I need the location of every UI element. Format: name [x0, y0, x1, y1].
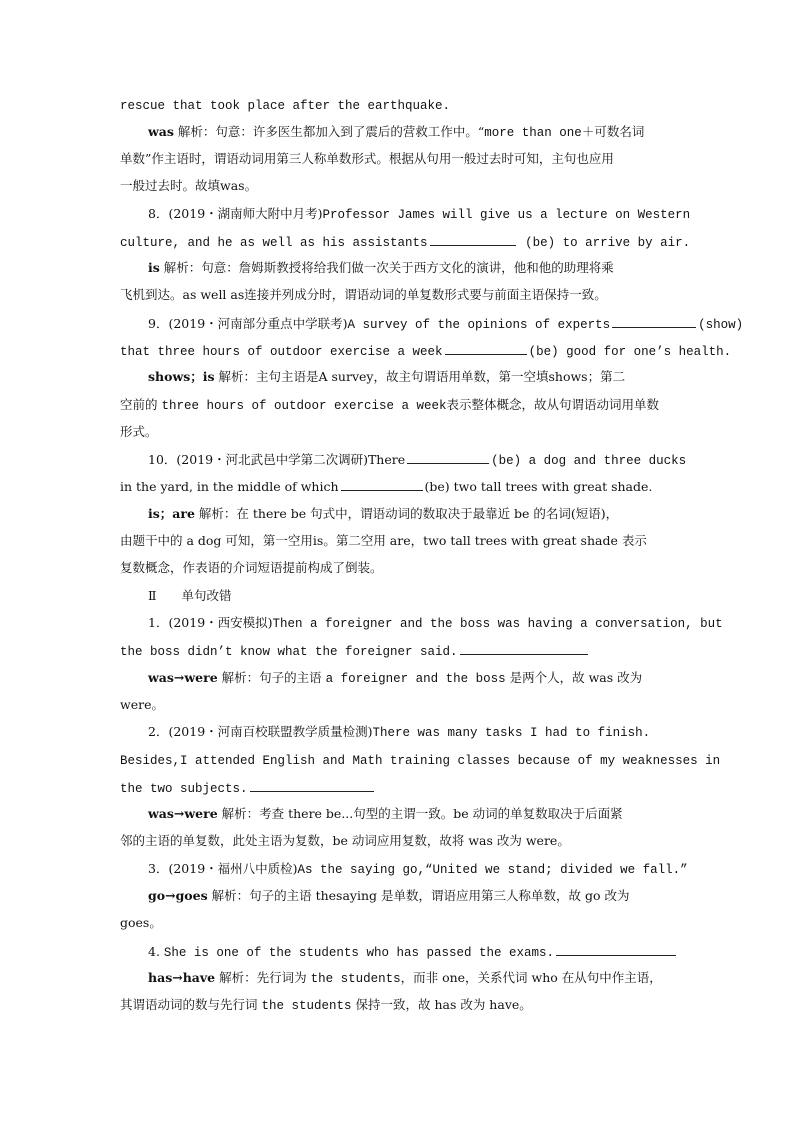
- text-line: [120, 478, 652, 495]
- line-text: There was many tasks I had to finish.: [372, 726, 651, 740]
- line-text: (show): [698, 318, 744, 332]
- answer-text: go: [148, 888, 166, 903]
- correction-arrow-icon: →: [173, 670, 185, 685]
- text-line: [120, 642, 590, 660]
- answer-blank: [430, 233, 516, 246]
- answer-text: were: [184, 806, 218, 821]
- line-text: 表示整体概念，故从句谓语动词用单数: [446, 397, 660, 412]
- line-text: the boss didn’t know what the foreigner said.: [120, 645, 458, 659]
- line-text: culture, and he as well as his assistants: [120, 236, 428, 250]
- line-text: the students: [261, 999, 352, 1013]
- line-text: ＋可数名词: [581, 124, 645, 139]
- answer-text: goes: [175, 888, 208, 903]
- answer-text: was: [148, 124, 174, 139]
- text-line: [120, 533, 647, 549]
- text-line: [120, 752, 720, 769]
- answer-blank: [460, 642, 588, 655]
- line-text: in the yard, in the middle of which: [120, 479, 339, 494]
- line-text: the two subjects.: [120, 782, 248, 796]
- line-text: 解析：主句主语是A survey，故主句谓语用单数，第一空填shows；第二: [214, 369, 626, 384]
- text-line: [120, 151, 614, 167]
- answer-blank: [445, 342, 527, 355]
- text-line: [148, 124, 644, 141]
- line-text: (be) a dog and three ducks: [491, 454, 687, 468]
- answer-blank: [612, 315, 696, 328]
- line-text: 邻的主语的单复数，此处主语为复数，be 动词应用复数，故将 was 改为 were。: [120, 833, 570, 848]
- text-line: [120, 233, 690, 251]
- line-text: 解析：句意：詹姆斯教授将给我们做一次关于西方文化的演讲，他和他的助理将乘: [159, 260, 614, 275]
- text-line: [148, 861, 688, 878]
- line-text: Besides,I attended English and Math training classes because of my weaknesses in: [120, 754, 721, 768]
- text-line: [120, 287, 607, 303]
- text-line: [120, 97, 450, 114]
- text-line: [148, 206, 690, 223]
- line-text: Then a foreigner and the boss was having a conversation, but: [272, 617, 723, 631]
- text-line: [120, 560, 383, 576]
- answer-blank: [341, 478, 423, 491]
- text-line: [148, 260, 614, 276]
- text-line: [120, 424, 158, 440]
- answer-blank: [250, 779, 374, 792]
- line-text: ，而非 one，关系代词 who 在从句中作主语，: [400, 970, 662, 985]
- text-line: [148, 970, 662, 987]
- text-line: [120, 833, 570, 849]
- text-line: [148, 315, 743, 333]
- answer-text: have: [182, 970, 216, 985]
- answer-text: is: [148, 260, 160, 275]
- text-line: [120, 997, 532, 1014]
- correction-arrow-icon: →: [173, 806, 185, 821]
- line-text: 1．(2019・西安模拟): [148, 615, 273, 630]
- line-text: 4.: [148, 944, 164, 959]
- line-text: 是两个人，故 was 改为: [505, 670, 643, 685]
- text-line: [148, 806, 623, 822]
- text-line: [120, 697, 164, 713]
- answer-text: was: [148, 670, 174, 685]
- correction-arrow-icon: →: [172, 970, 183, 985]
- line-text: As the saying go,“United we stand; divided we fall.”: [297, 863, 688, 877]
- line-text: Ⅱ 单句改错: [148, 588, 232, 603]
- line-text: 空前的: [120, 397, 162, 412]
- line-text: (be) to arrive by air.: [517, 236, 691, 250]
- line-text: three hours of outdoor exercise a week: [161, 399, 447, 413]
- line-text: rescue that took place after the earthquake.: [120, 99, 451, 113]
- line-text: 复数概念，作表语的介词短语提前构成了倒装。: [120, 560, 383, 575]
- text-line: [148, 888, 630, 904]
- line-text: 解析：在 there be 句式中，谓语动词的数取决于最靠近 be 的名词(短语)，: [194, 506, 619, 521]
- line-text: 3．(2019・福州八中质检): [148, 861, 298, 876]
- line-text: She is one of the students who has passed the exams.: [163, 946, 554, 960]
- line-text: (be) good for one’s health.: [528, 345, 732, 359]
- answer-text: shows；is: [148, 369, 215, 384]
- line-text: goes。: [120, 915, 162, 930]
- answer-blank: [407, 451, 489, 464]
- line-text: 其谓语动词的数与先行词: [120, 997, 262, 1012]
- line-text: 解析：考查 there be...句型的主谓一致。be 动词的单复数取决于后面紧: [217, 806, 623, 821]
- line-text: 单数”作主语时，谓语动词用第三人称单数形式。根据从句用一般过去时可知，主句也应用: [120, 151, 614, 166]
- text-line: [120, 779, 376, 797]
- text-line: [148, 943, 678, 961]
- answer-text: were: [184, 670, 218, 685]
- line-text: 飞机到达。as well as连接并列成分时，谓语动词的单复数形式要与前面主语保持一致。: [120, 287, 607, 302]
- text-line: [120, 178, 257, 194]
- line-text: 解析：句子的主语 thesaying 是单数，谓语应用第三人称单数，故 go 改为: [207, 888, 630, 903]
- line-text: 2．(2019・河南百校联盟教学质量检测): [148, 724, 373, 739]
- text-line: [120, 915, 162, 931]
- text-line: [148, 724, 650, 741]
- text-line: [120, 342, 731, 360]
- line-text: 保持一致，故 has 改为 have。: [351, 997, 532, 1012]
- text-line: [148, 670, 642, 687]
- line-text: Professor James will give us a lecture on Western: [322, 208, 691, 222]
- text-line: [148, 369, 625, 385]
- line-text: 8．(2019・湖南师大附中月考): [148, 206, 323, 221]
- line-text: 由题干中的 a dog 可知，第一空用is。第二空用 are，two tall trees with great shade 表示: [120, 533, 647, 548]
- line-text: a foreigner and the boss: [325, 672, 506, 686]
- line-text: A survey of the opinions of experts: [347, 318, 611, 332]
- answer-text: was: [148, 806, 174, 821]
- line-text: were。: [120, 697, 164, 712]
- correction-arrow-icon: →: [165, 888, 176, 903]
- line-text: 解析：先行词为: [215, 970, 311, 985]
- answer-text: is；are: [148, 506, 195, 521]
- text-line: [148, 506, 618, 522]
- answer-text: has: [148, 970, 173, 985]
- text-line: [120, 397, 659, 414]
- line-text: (be) two tall trees with great shade.: [424, 479, 653, 494]
- text-line: [148, 451, 686, 469]
- line-text: 形式。: [120, 424, 158, 439]
- line-text: 10．(2019・河北武邑中学第二次调研)There: [148, 452, 406, 467]
- line-text: that three hours of outdoor exercise a week: [120, 345, 443, 359]
- line-text: 9．(2019・河南部分重点中学联考): [148, 316, 348, 331]
- line-text: 一般过去时。故填was。: [120, 178, 258, 193]
- text-line: [148, 588, 232, 604]
- line-text: more than one: [484, 126, 582, 140]
- line-text: 解析：句子的主语: [217, 670, 326, 685]
- line-text: the students: [310, 972, 401, 986]
- line-text: 解析：句意：许多医生都加入到了震后的营救工作中。“: [173, 124, 485, 139]
- answer-blank: [556, 943, 676, 956]
- text-line: [148, 615, 723, 632]
